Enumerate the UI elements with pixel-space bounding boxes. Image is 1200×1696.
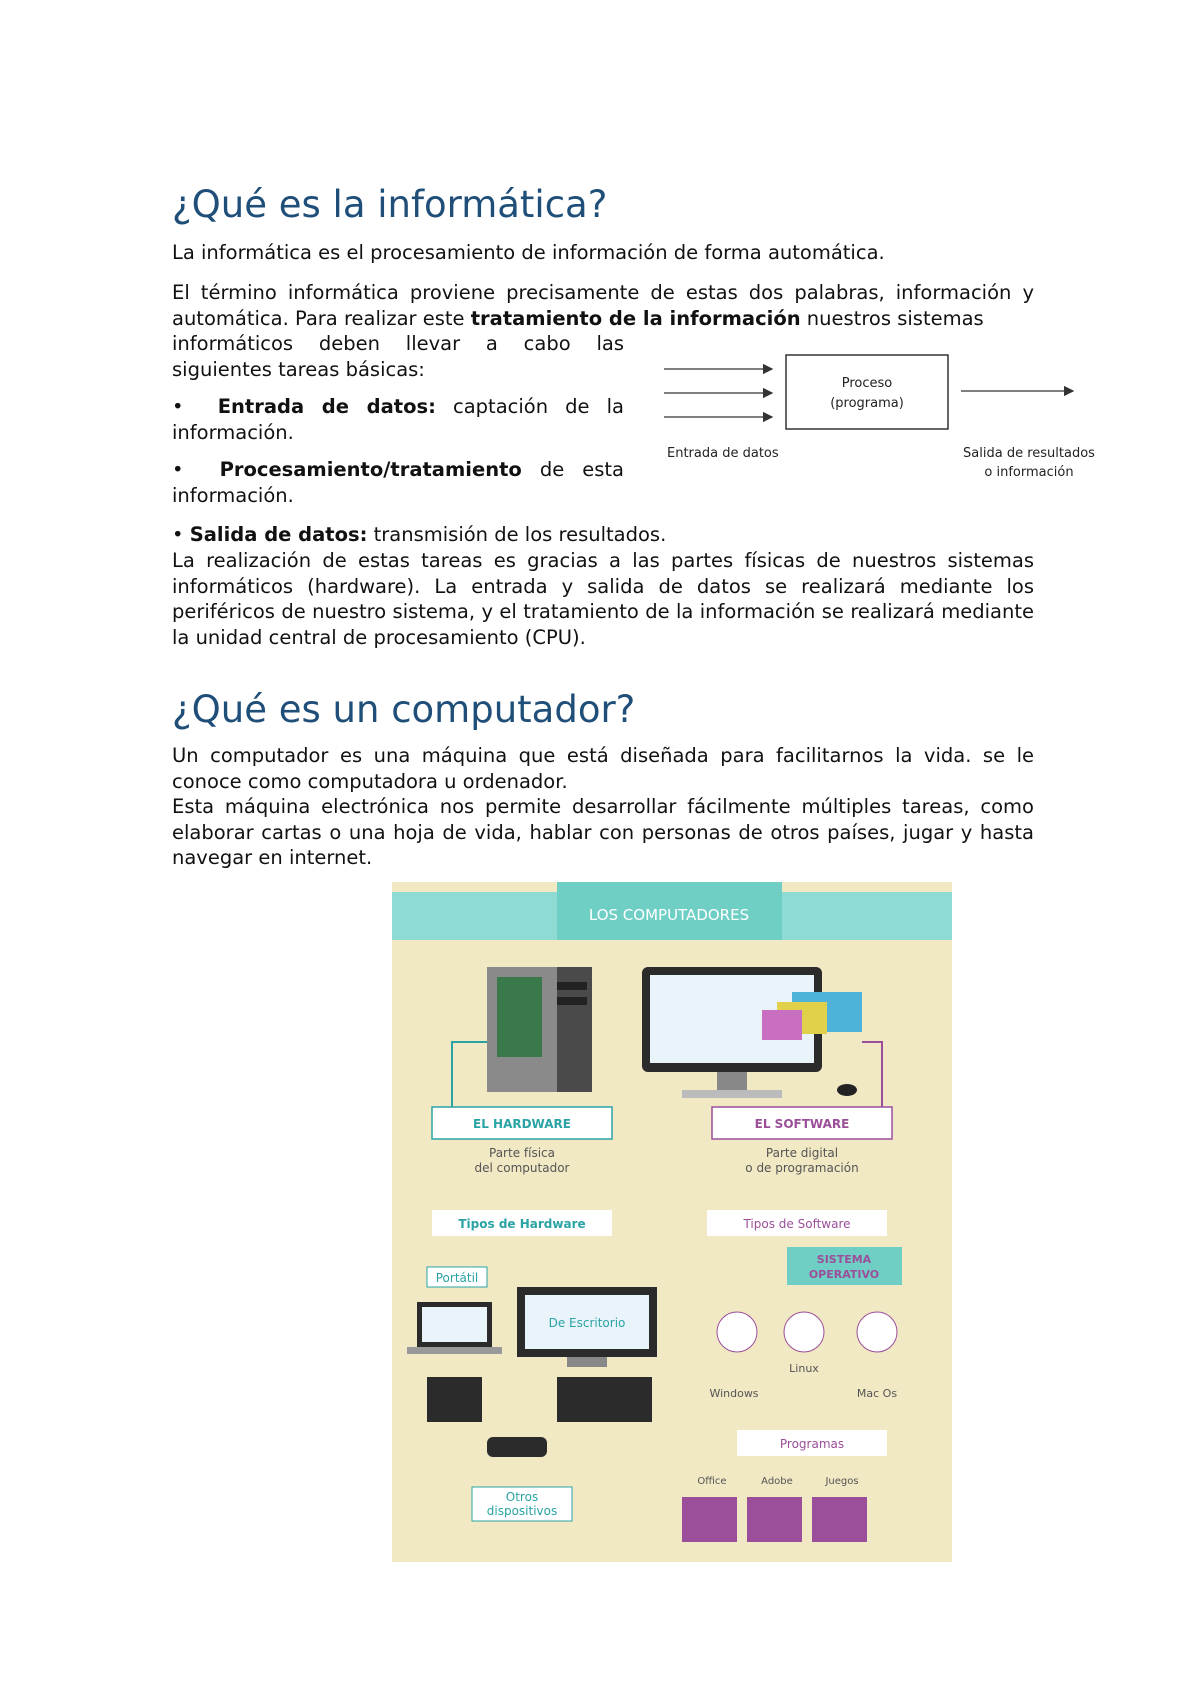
tv-illustration bbox=[557, 1377, 652, 1422]
so-label-2: OPERATIVO bbox=[808, 1268, 880, 1281]
desktop-tower-illustration bbox=[487, 967, 592, 1092]
infographic-title: LOS COMPUTADORES bbox=[588, 906, 750, 924]
portatil-label: Portátil bbox=[435, 1271, 479, 1285]
hardware-desc-2: del computador bbox=[474, 1161, 570, 1175]
linux-icon bbox=[784, 1312, 824, 1352]
paragraph-tasks-intro: informáticos deben llevar a cabo las siguientes tareas básicas: bbox=[172, 332, 624, 381]
paragraph-term-origin: El término informática proviene precisamente de estas dos palabras, información y automática. Para realizar este tratamiento de la información nuestros sistemas bbox=[172, 281, 1034, 330]
bullet-entrada: • Entrada de datos: captación de la información. bbox=[172, 395, 624, 444]
apple-icon bbox=[857, 1312, 897, 1352]
software-title: EL SOFTWARE bbox=[754, 1117, 850, 1131]
paragraph-definition: La informática es el procesamiento de información de forma automática. bbox=[172, 241, 885, 264]
otros-label-1: Otros bbox=[505, 1490, 539, 1504]
bullet-salida: • Salida de datos: transmisión de los resultados. bbox=[172, 523, 667, 546]
otros-label-2: dispositivos bbox=[486, 1504, 558, 1518]
linux-label: Linux bbox=[789, 1362, 819, 1375]
adobe-label: Adobe bbox=[761, 1476, 793, 1487]
software-types-label: Tipos de Software bbox=[743, 1217, 851, 1231]
bullet-procesamiento: • Procesamiento/tratamiento de esta información. bbox=[172, 458, 624, 507]
output-label: Salida de resultados bbox=[963, 446, 1095, 461]
programas-label: Programas bbox=[779, 1437, 845, 1451]
escritorio-label: De Escritorio bbox=[548, 1316, 626, 1330]
adobe-icon bbox=[747, 1497, 802, 1542]
output-sublabel: o información bbox=[984, 465, 1074, 480]
paragraph-computador-tasks: Esta máquina electrónica nos permite desarrollar fácilmente múltiples tareas, como elaborar cartas o una hoja de vida, hablar con personas de otros países, jugar y hasta navegar en internet. bbox=[172, 795, 1034, 869]
macos-label: Mac Os bbox=[856, 1387, 898, 1400]
windows-icon bbox=[717, 1312, 757, 1352]
gamepad-illustration bbox=[487, 1437, 547, 1457]
paragraph-computador-def: Un computador es una máquina que está diseñada para facilitarnos la vida. se le conoce como computadora u ordenador. bbox=[172, 744, 1034, 793]
so-label-1: SISTEMA bbox=[816, 1253, 872, 1266]
software-desc-1: Parte digital bbox=[765, 1146, 839, 1160]
software-desc-2: o de programación bbox=[745, 1161, 859, 1175]
office-label: Office bbox=[697, 1476, 727, 1487]
computers-infographic bbox=[392, 882, 952, 1562]
hardware-title: EL HARDWARE bbox=[473, 1117, 571, 1131]
tablet-illustration bbox=[427, 1377, 482, 1422]
laptop-illustration bbox=[407, 1302, 502, 1354]
juegos-label: Juegos bbox=[825, 1476, 859, 1487]
input-label: Entrada de datos bbox=[667, 446, 779, 461]
paragraph-hardware: La realización de estas tareas es gracias a las partes físicas de nuestros sistemas informáticos (hardware). La entrada y salida de datos se realizará mediante los periféricos de nuestro sistema, y el tratamiento de la información se realizará mediante la unidad central de procesamiento (CPU). bbox=[172, 549, 1034, 649]
games-icon bbox=[812, 1497, 867, 1542]
process-sublabel: (programa) bbox=[830, 396, 904, 411]
heading-computador: ¿Qué es un computador? bbox=[172, 688, 636, 731]
windows-label: Windows bbox=[709, 1387, 759, 1400]
hardware-desc-1: Parte física bbox=[489, 1146, 555, 1160]
process-label: Proceso bbox=[841, 376, 893, 391]
process-diagram bbox=[659, 345, 1099, 495]
process-box bbox=[786, 355, 948, 429]
office-icon bbox=[682, 1497, 737, 1542]
heading-informatica: ¿Qué es la informática? bbox=[172, 183, 608, 226]
hardware-types-label: Tipos de Hardware bbox=[458, 1217, 586, 1231]
